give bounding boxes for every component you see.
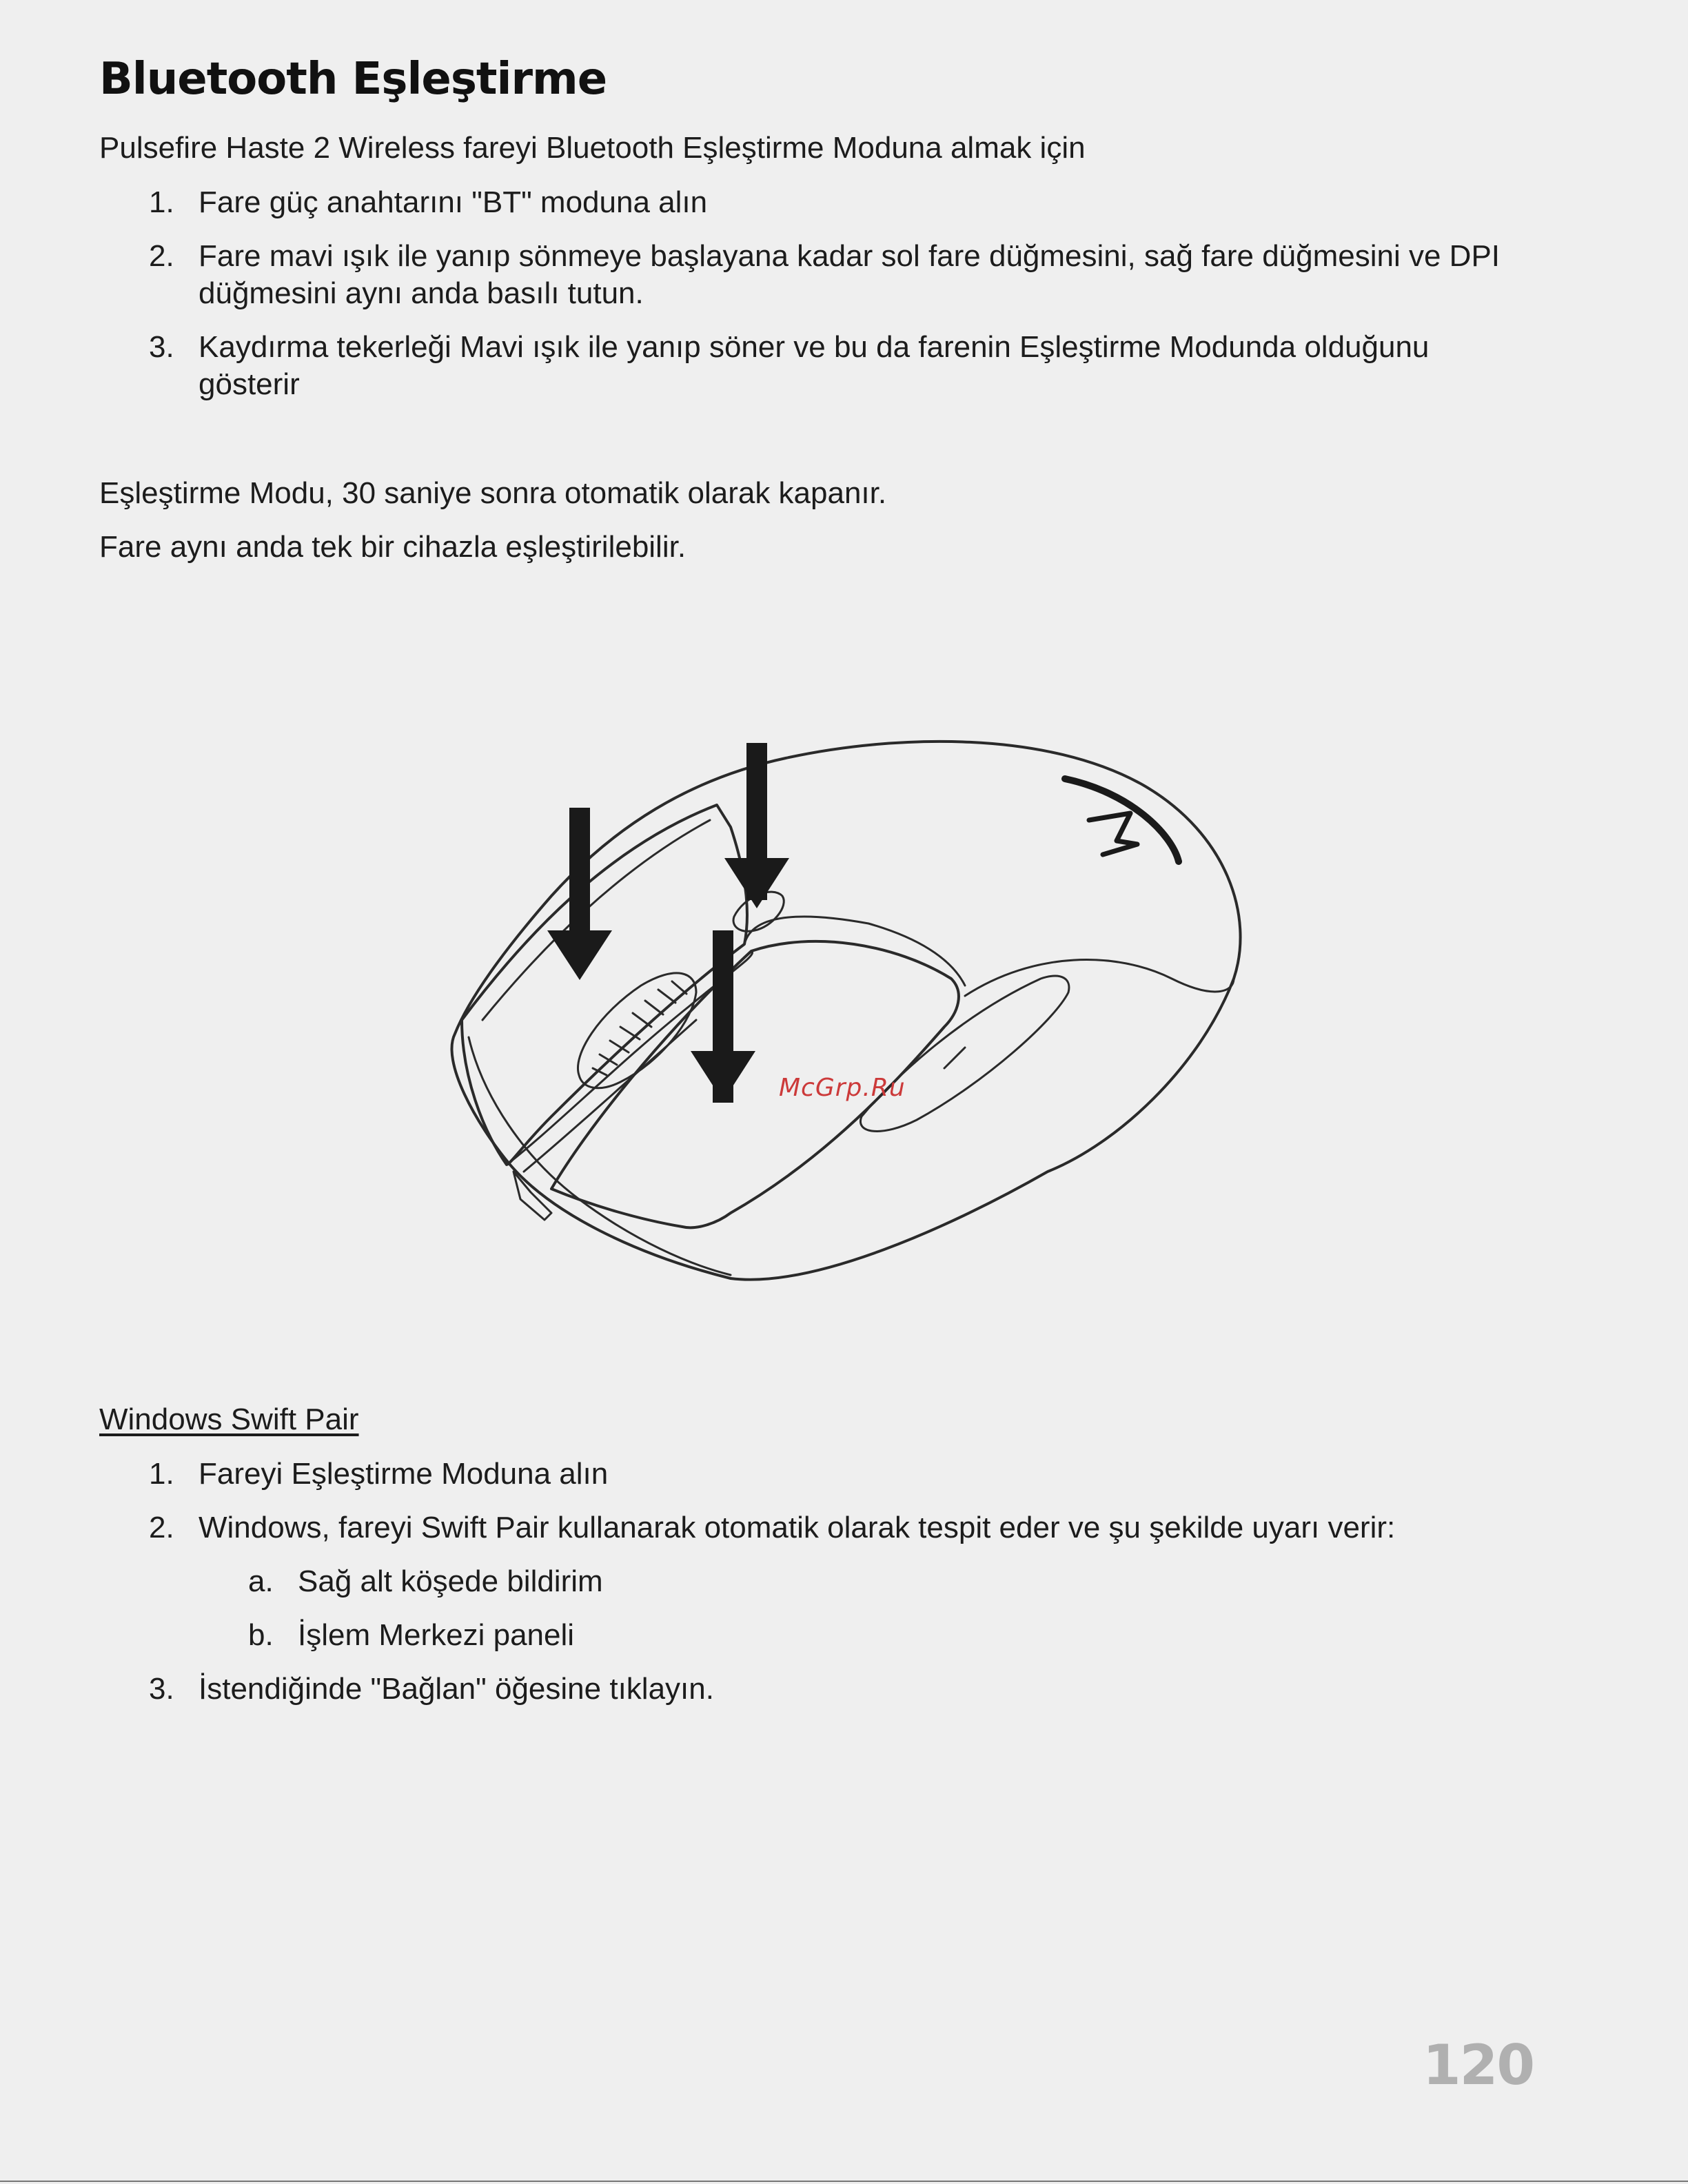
intro-paragraph: Pulsefire Haste 2 Wireless fareyi Bluetooth Eşleştirme Moduna almak için bbox=[99, 131, 1086, 165]
down-arrow-icon bbox=[547, 808, 612, 980]
step-text: Fare güç anahtarını "BT" moduna alın bbox=[199, 185, 708, 219]
step-number: 2. bbox=[149, 1511, 174, 1544]
step-number: 1. bbox=[149, 185, 174, 219]
step-text: Kaydırma tekerleği Mavi ışık ile yanıp söner ve bu da farenin Eşleştirme Modunda olduğunu bbox=[199, 330, 1430, 364]
watermark: McGrp.Ru bbox=[779, 1074, 906, 1102]
step-text: Windows, fareyi Swift Pair kullanarak otomatik olarak tespit eder ve şu şekilde uyarı verir: bbox=[199, 1511, 1396, 1544]
down-arrow-icon bbox=[724, 743, 789, 908]
step-number: 1. bbox=[149, 1457, 174, 1491]
note-auto-close: Eşleştirme Modu, 30 saniye sonra otomatik olarak kapanır. bbox=[99, 476, 887, 510]
step-text: İstendiğinde "Bağlan" öğesine tıklayın. bbox=[199, 1672, 714, 1706]
page-title: Bluetooth Eşleştirme bbox=[99, 54, 607, 105]
swift-pair-heading: Windows Swift Pair bbox=[99, 1402, 359, 1436]
page-number: 120 bbox=[1423, 2033, 1534, 2097]
step-text-continuation: düğmesini aynı anda basılı tutun. bbox=[199, 276, 644, 310]
step-number: 3. bbox=[149, 330, 174, 364]
substep-letter: a. bbox=[248, 1564, 274, 1598]
note-single-device: Fare aynı anda tek bir cihazla eşleştirilebilir. bbox=[99, 530, 687, 564]
substep-letter: b. bbox=[248, 1618, 274, 1652]
step-number: 3. bbox=[149, 1672, 174, 1706]
step-text: Fare mavi ışık ile yanıp sönmeye başlayana kadar sol fare düğmesini, sağ fare düğmesini ve DPI bbox=[199, 239, 1501, 273]
step-text: Fareyi Eşleştirme Moduna alın bbox=[199, 1457, 609, 1491]
step-number: 2. bbox=[149, 239, 174, 273]
bottom-rule bbox=[0, 2181, 1688, 2182]
substep-text: İşlem Merkezi paneli bbox=[298, 1618, 575, 1652]
step-text-continuation: gösterir bbox=[199, 367, 300, 401]
substep-text: Sağ alt köşede bildirim bbox=[298, 1564, 603, 1598]
mouse-illustration bbox=[414, 717, 1261, 1296]
